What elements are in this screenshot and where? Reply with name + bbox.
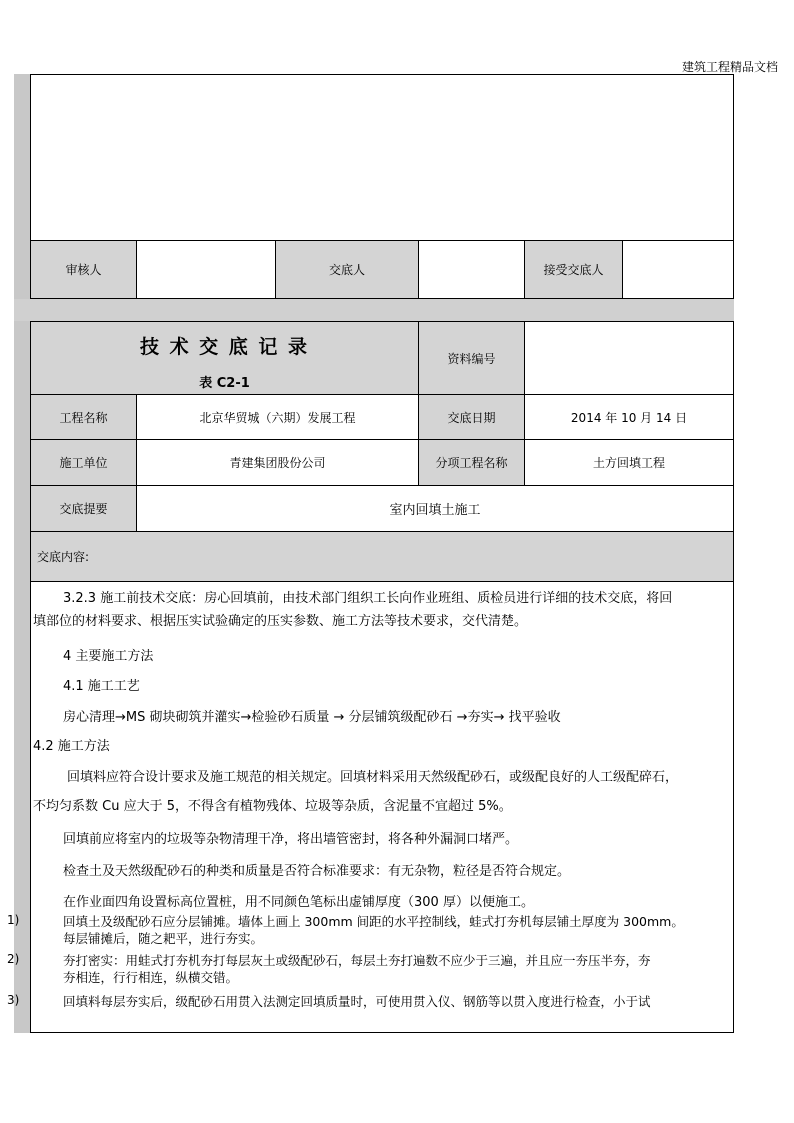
summary-value: 室内回填土施工 (389, 503, 481, 518)
reviewer-value-cell[interactable] (137, 240, 276, 299)
summary-label-cell (31, 486, 137, 532)
form-number: 表 C2-1 (199, 376, 250, 391)
list-item-number: 2) (7, 952, 20, 966)
heading-process: 4.1 施工工艺 (63, 679, 140, 694)
project-value-cell (137, 395, 419, 440)
heading-method: 4.2 施工方法 (33, 739, 110, 754)
form-title: 技 术 交 底 记 录 (139, 336, 310, 358)
summary-label: 交底提要 (59, 502, 108, 516)
project-value: 北京华贸城（六期）发展工程 (199, 410, 356, 425)
date-value: 2014 年 10 月 14 日 (570, 410, 688, 425)
project-label-cell (31, 395, 137, 440)
unit-label-cell (31, 440, 137, 486)
sub-project-value-cell (525, 440, 733, 486)
list-item-2-line1: 夯打密实：用蛙式打夯机夯打每层灰土或级配砂石，每层土夯打遍数不应少于三遍，并且应一夯压半夯，夯 (63, 953, 651, 968)
document-header-text: 建筑工程精品文档 (681, 60, 778, 74)
unit-value: 青建集团股份公司 (229, 456, 326, 470)
sub-project-value: 土方回填工程 (592, 456, 665, 470)
paragraph-pre-briefing: 3.2.3 施工前技术交底：房心回填前，由技术部门组织工长向作业班组、质检员进行详细的技术交底，将回 (63, 591, 673, 606)
list-item-number: 1) (7, 913, 20, 927)
presenter-label-cell (276, 240, 419, 299)
list-item-1-line1: 回填土及级配砂石应分层铺摊。墙体上画上 300mm 间距的水平控制线，蛙式打夯机每层铺土厚度为 300mm。 (63, 914, 684, 929)
unit-label: 施工单位 (59, 456, 108, 470)
technical-briefing-form (7, 321, 734, 1033)
reviewer-label: 审核人 (65, 263, 102, 277)
paragraph-level-stakes: 在作业面四角设置标高位置桩，用不同颜色笔标出虚铺厚度（300 厚）以便施工。 (63, 895, 534, 910)
doc-no-label-cell (419, 322, 525, 395)
doc-no-value-cell[interactable] (525, 322, 733, 395)
list-item-3-line1: 回填料每层夯实后，级配砂石用贯入法测定回填质量时，可使用贯入仪、钢筋等以贯入度进行检查，小于试 (63, 994, 651, 1009)
list-item-number: 3) (7, 993, 20, 1007)
paragraph-inspection: 检查土及天然级配砂石的种类和质量是否符合标准要求：有无杂物，粒径是否符合规定。 (63, 864, 571, 879)
receiver-label: 接受交底人 (543, 263, 604, 277)
presenter-label: 交底人 (328, 263, 365, 277)
sub-project-label-cell (419, 440, 525, 486)
list-item-2-line2: 夯相连，行行相连，纵横交错。 (63, 970, 239, 985)
left-margin-bar (14, 74, 30, 300)
date-label: 交底日期 (447, 410, 496, 425)
process-flow: 房心清理→MS 砌块砌筑并灌实→检验砂石质量 → 分层铺筑级配砂石 →夯实→ 找平验收 (63, 710, 561, 725)
reviewer-label-cell (31, 240, 137, 299)
heading-main-methods: 4 主要施工方法 (63, 649, 154, 664)
paragraph-cleanup: 回填前应将室内的垃圾等杂物清理干净，将出墙管密封，将各种外漏洞口堵严。 (63, 832, 519, 847)
date-label-cell (419, 395, 525, 440)
content-label: 交底内容: (37, 550, 90, 564)
presenter-value-cell[interactable] (419, 240, 525, 299)
unit-value-cell (137, 440, 419, 486)
page-separator (14, 299, 734, 321)
content-body (7, 583, 733, 1033)
receiver-label-cell (525, 240, 623, 299)
doc-no-label: 资料编号 (447, 351, 496, 366)
date-value-cell (525, 395, 733, 440)
title-cell (31, 322, 419, 395)
paragraph-fill-material-cont: 不均匀系数 Cu 应大于 5，不得含有植物残体、垃圾等杂质，含泥量不宜超过 5%。 (33, 799, 512, 814)
paragraph-fill-material: 回填料应符合设计要求及施工规范的相关规定。回填材料采用天然级配砂石，或级配良好的人工级配碎石， (67, 770, 679, 785)
sub-project-label: 分项工程名称 (435, 456, 508, 470)
previous-form-block (30, 74, 734, 300)
list-item-1-line2: 每层铺摊后，随之耙平，进行夯实。 (63, 931, 264, 946)
content-label-cell (31, 532, 733, 582)
project-label: 工程名称 (59, 410, 108, 425)
receiver-value-cell[interactable] (623, 240, 733, 299)
paragraph-pre-briefing-cont: 填部位的材料要求、根据压实试验确定的压实参数、施工方法等技术要求，交代清楚。 (33, 614, 528, 629)
summary-value-cell (137, 486, 733, 532)
